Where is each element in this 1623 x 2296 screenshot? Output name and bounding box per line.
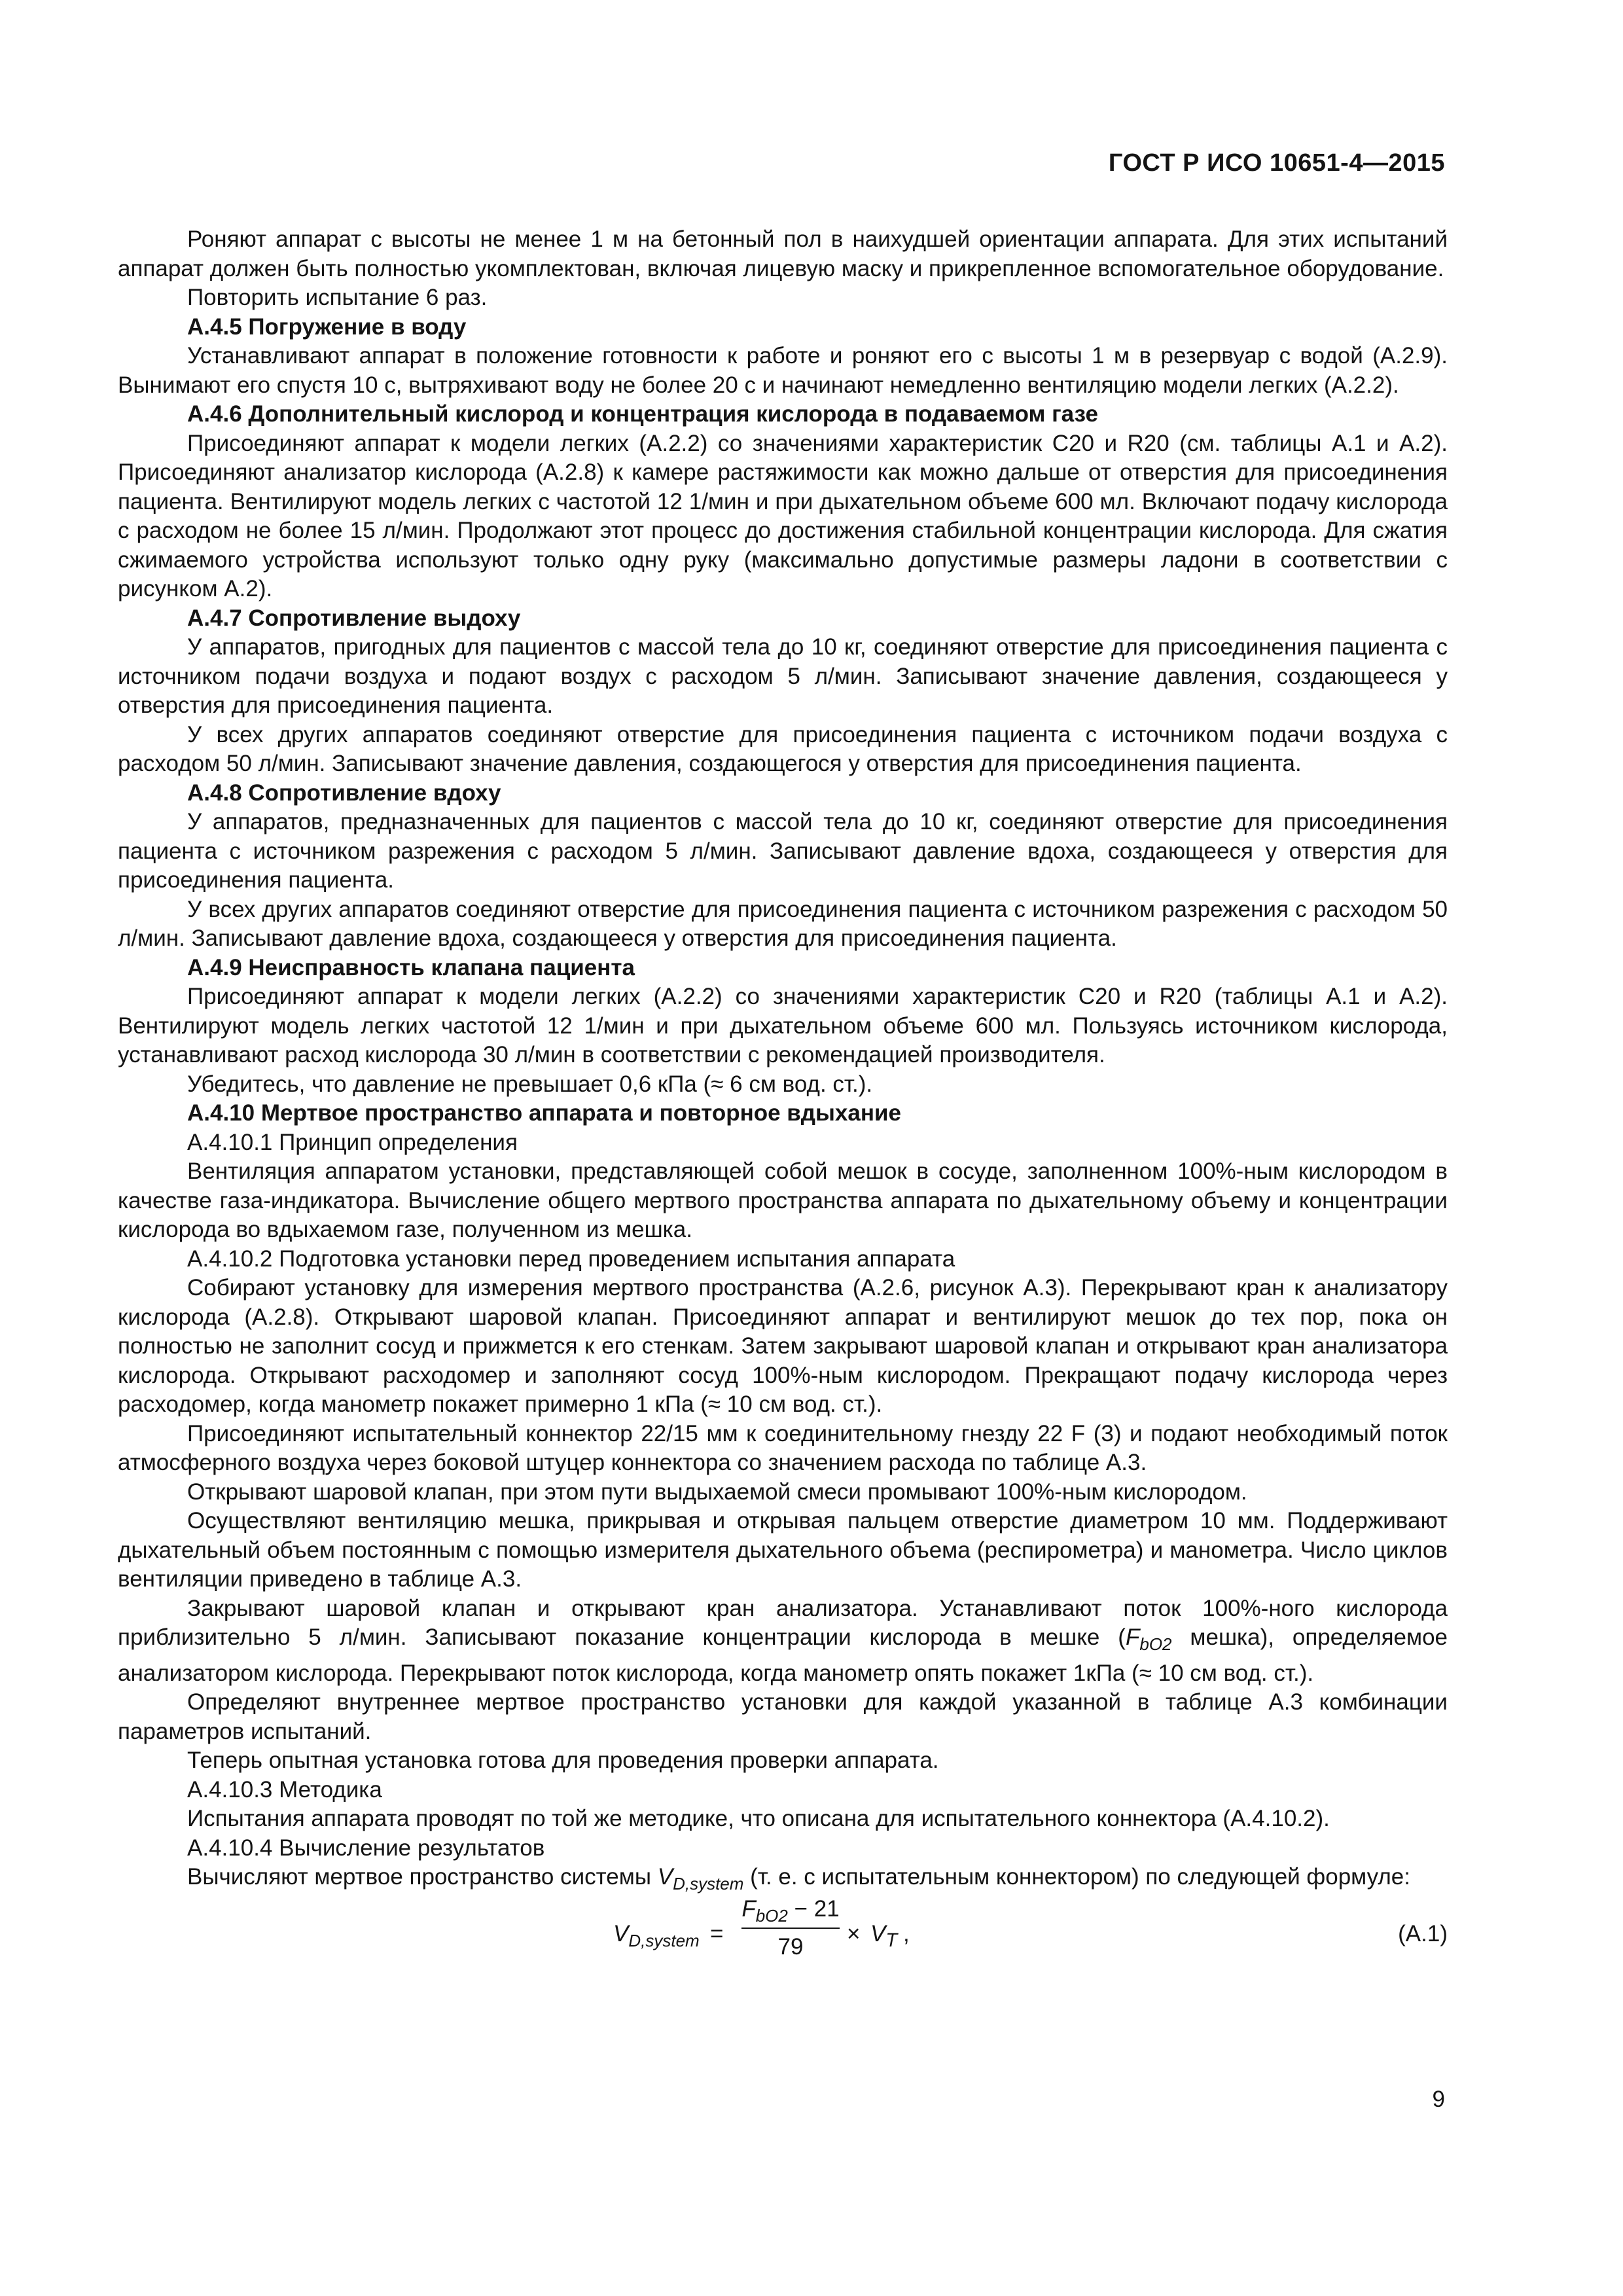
body-paragraph: У аппаратов, пригодных для пациентов с массой тела до 10 кг, соединяют отверстие для присоединения пациента с источником подачи воздуха и подают воздух с расходом 5 л/мин. Записывают значение давления, создающееся у отверстия для присоединения пациента. xyxy=(118,634,1448,718)
subsection-heading: А.4.10.1 Принцип определения xyxy=(187,1129,518,1155)
formula-equals: = xyxy=(710,1920,724,1946)
body-paragraph: Убедитесь, что давление не превышает 0,6 кПа (≈ 6 см вод. ст.). xyxy=(187,1071,873,1097)
body-paragraph: Повторить испытание 6 раз. xyxy=(187,285,488,310)
subsection-heading: А.4.10.4 Вычисление результатов xyxy=(187,1835,545,1861)
formula-times: × xyxy=(847,1920,861,1946)
section-heading: А.4.5 Погружение в воду xyxy=(187,314,467,340)
body-paragraph: Присоединяют испытательный коннектор 22/15 мм к соединительному гнезду 22 F (3) и подают необходимый поток атмосферного воздуха через боковой штуцер коннектора со значением расхода по таблице А.3. xyxy=(118,1420,1448,1475)
body-paragraph: У всех других аппаратов соединяют отверстие для присоединения пациента с источником разрежения с расходом 50 л/мин. Записывают давление вдоха, создающееся у отверстия для присоединения пациента. xyxy=(118,896,1448,951)
body-paragraph: Определяют внутреннее мертвое пространство установки для каждой указанной в таблице А.3 комбинации параметров испытаний. xyxy=(118,1689,1448,1744)
body-paragraph: Роняют аппарат с высоты не менее 1 м на бетонный пол в наихудшей ориентации аппарата. Для этих испытаний аппарат должен быть полностью укомплектован, включая лицевую маску и прикрепленное вспомогательное оборудование. xyxy=(118,226,1448,281)
body-paragraph: Собирают установку для измерения мертвого пространства (А.2.6, рисунок А.3). Перекрывают кран к анализатору кислорода (А.2.8). Открывают шаровой клапан. Присоединяют аппарат и вентилируют мешок до тех пор, пока он полностью не заполнит сосуд и прижмется к его стенкам. Затем закрывают шаровой клапан и открывают кран анализатора кислорода. Открывают расходомер и заполняют сосуд 100%-ным кислородом. Прекращают подачу кислорода через расходомер, когда манометр покажет примерно 1 кПа (≈ 10 см вод. ст.). xyxy=(118,1275,1448,1417)
section-heading: А.4.9 Неисправность клапана пациента xyxy=(187,954,635,980)
subsection-heading: А.4.10.3 Методика xyxy=(187,1776,382,1803)
body-paragraph: Осуществляют вентиляцию мешка, прикрывая и открывая пальцем отверстие диаметром 10 мм. Поддерживают дыхательный объем постоянным с помощью измерителя дыхательного объема (респирометра) и манометра. Число циклов вентиляции приведено в таблице А.3. xyxy=(118,1508,1448,1592)
section-heading: А.4.10 Мертвое пространство аппарата и повторное вдыхание xyxy=(187,1100,901,1126)
body-paragraph: Присоединяют аппарат к модели легких (А.2.2) со значениями характеристик С20 и R20 (см. таблицы А.1 и А.2). Присоединяют анализатор кислорода (А.2.8) к камере растяжимости как можно дальше от отверстия для присоединения пациента. Вентилируют модель легких с частотой 12 1/мин и при дыхательном объеме 600 мл. Включают подачу кислорода с расходом не более 15 л/мин. Продолжают этот процесс до достижения стабильной концентрации кислорода. Для сжатия сжимаемого устройства используют только одну руку (максимально допустимые размеры ладони в соответствии с рисунком А.2). xyxy=(118,430,1448,601)
body-paragraph: Вычисляют мертвое пространство системы $V_{D,system}$ (т. е. с испытательным коннектором) по следующей формуле: xyxy=(187,1864,1410,1893)
body-paragraph: У аппаратов, предназначенных для пациентов с массой тела до 10 кг, соединяют отверстие для присоединения пациента с источником разрежения с расходом 5 л/мин. Записывают давление вдоха, создающееся у отверстия для присоединения пациента. xyxy=(118,809,1448,893)
document-header: ГОСТ Р ИСО 10651-4—2015 xyxy=(1108,149,1445,177)
body-paragraph: Присоединяют аппарат к модели легких (А.2.2) со значениями характеристик С20 и R20 (таблицы А.1 и А.2). Вентилируют модель легких частотой 12 1/мин и при дыхательном объеме 600 мл. Пользуясь источником кислорода, устанавливают расход кислорода 30 л/мин в соответствии с рекомендацией производителя. xyxy=(118,984,1448,1067)
body-paragraph: Теперь опытная установка готова для проведения проверки аппарата. xyxy=(187,1748,939,1773)
formula-a1 xyxy=(118,1895,1448,1979)
document-body xyxy=(118,225,1448,1979)
page-number: 9 xyxy=(1432,2087,1445,2112)
section-heading: А.4.8 Сопротивление вдоху xyxy=(187,780,501,806)
body-paragraph: Устанавливают аппарат в положение готовности к работе и роняют его с высоты 1 м в резервуар с водой (А.2.9). Вынимают его спустя 10 с, вытряхивают воду не более 20 с и начинают немедленно вентиляцию модели легких (А.2.2). xyxy=(118,343,1448,398)
formula-denominator: 79 xyxy=(777,1933,804,1960)
section-heading: А.4.6 Дополнительный кислород и концентрация кислорода в подаваемом газе xyxy=(187,401,1098,427)
formula-numerator: $F_{bO2} - 21$ xyxy=(741,1895,840,1929)
equation-number: (А.1) xyxy=(1398,1920,1448,1946)
formula-fraction xyxy=(741,1895,840,1962)
subsection-heading: А.4.10.2 Подготовка установки перед проведением испытания аппарата xyxy=(187,1246,955,1272)
formula-comma: , xyxy=(903,1920,910,1946)
body-paragraph: Вентиляция аппаратом установки, представляющей собой мешок в сосуде, заполненном 100%-ным кислородом в качестве газа-индикатора. Вычисление общего мертвого пространства аппарата по дыхательному объему и концентрации кислорода во вдыхаемом газе, полученном из мешка. xyxy=(118,1158,1448,1242)
formula-lhs: $V_{D,system}$ xyxy=(613,1920,700,1950)
formula-rhs: $V_T$ xyxy=(870,1920,898,1951)
body-paragraph: Испытания аппарата проводят по той же методике, что описана для испытательного коннектора (А.4.10.2). xyxy=(187,1806,1330,1831)
body-paragraph: Открывают шаровой клапан, при этом пути выдыхаемой смеси промывают 100%-ным кислородом. xyxy=(187,1479,1247,1505)
body-paragraph: У всех других аппаратов соединяют отверстие для присоединения пациента с источником подачи воздуха с расходом 50 л/мин. Записывают значение давления, создающегося у отверстия для присоединения пациента. xyxy=(118,721,1448,776)
body-paragraph: Закрывают шаровой клапан и открывают кран анализатора. Устанавливают поток 100%-ного кислорода приблизительно 5 л/мин. Записывают показание концентрации кислорода в мешке ($F_{bO2}$ мешка), определяемое анализатором кислорода. Перекрывают поток кислорода, когда манометр опять покажет 1кПа (≈ 10 см вод. ст.). xyxy=(118,1595,1448,1686)
section-heading: А.4.7 Сопротивление выдоху xyxy=(187,605,521,631)
